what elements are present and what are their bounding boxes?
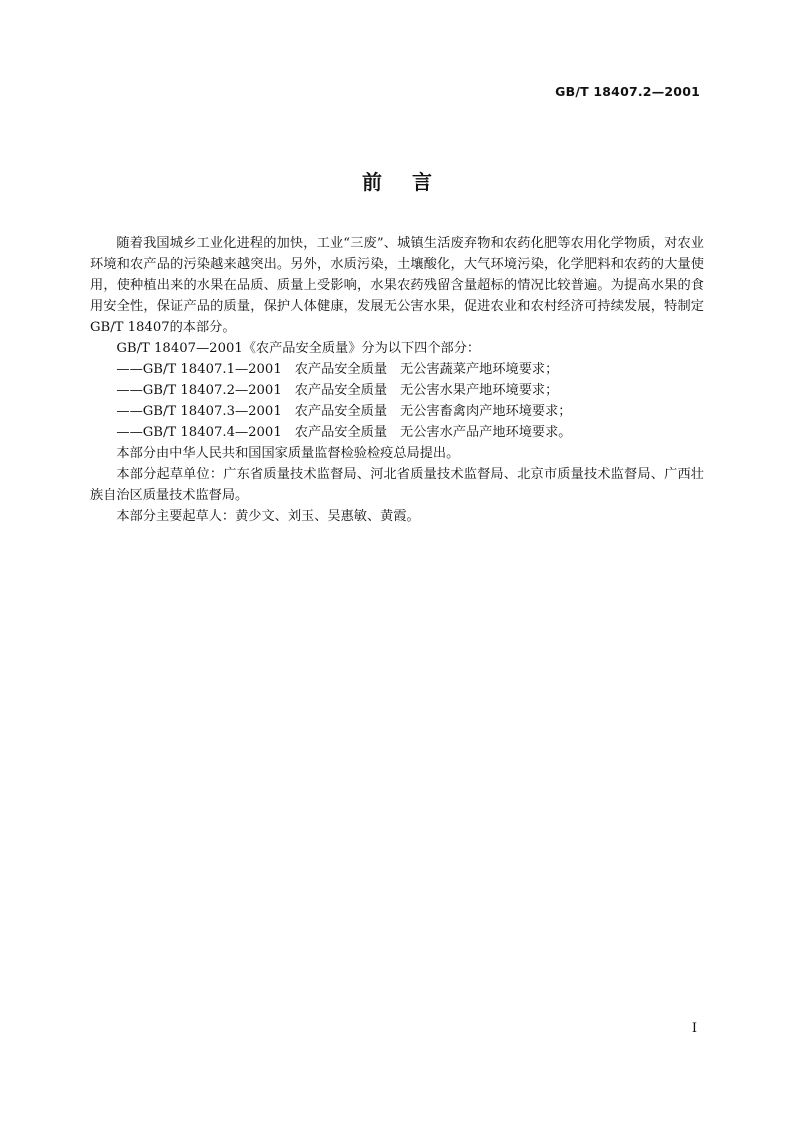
part-category: 农产品安全质量 — [294, 404, 388, 419]
proposer-paragraph: 本部分由中华人民共和国国家质量监督检验检疫总局提出。 — [116, 446, 460, 461]
part-number: ——GB/T 18407.4—2001 — [116, 425, 282, 440]
part-name: 无公害畜禽肉产地环境要求； — [400, 404, 572, 419]
part-name: 无公害蔬菜产地环境要求； — [400, 362, 559, 377]
standard-number: GB/T 18407.2—2001 — [555, 84, 700, 99]
part-item-1 — [90, 359, 704, 380]
part-item-3 — [90, 401, 704, 422]
part-name: 无公害水产品产地环境要求。 — [400, 425, 572, 440]
part-category: 农产品安全质量 — [294, 425, 388, 440]
drafting-units-paragraph: 本部分起草单位：广东省质量技术监督局、河北省质量技术监督局、北京市质量技术监督局、广西壮族自治区质量技术监督局。 — [90, 467, 704, 503]
foreword-body — [90, 233, 704, 527]
page-title: 前言 — [362, 170, 462, 194]
part-category: 农产品安全质量 — [294, 383, 388, 398]
part-number: ——GB/T 18407.3—2001 — [116, 404, 282, 419]
part-category: 农产品安全质量 — [294, 362, 388, 377]
part-number: ——GB/T 18407.2—2001 — [116, 383, 282, 398]
part-item-2 — [90, 380, 704, 401]
intro-paragraph: 随着我国城乡工业化进程的加快，工业“三废”、城镇生活废弃物和农药化肥等农用化学物质，对农业环境和农产品的污染越来越突出。另外，水质污染，土壤酸化，大气环境污染，化学肥料和农药的大量使用，使种植出来的水果在品质、质量上受影响，水果农药残留含量超标的情况比较普遍。为提高水果的食用安全性，保证产品的质量，保护人体健康，发展无公害水果，促进农业和农村经济可持续发展，特制定GB/T 18407的本部分。 — [90, 236, 704, 335]
drafters-paragraph: 本部分主要起草人：黄少文、刘玉、吴惠敏、黄霞。 — [116, 509, 420, 524]
part-item-4 — [90, 422, 704, 443]
part-name: 无公害水果产地环境要求； — [400, 383, 559, 398]
parts-intro: GB/T 18407—2001《农产品安全质量》分为以下四个部分： — [116, 341, 481, 356]
part-number: ——GB/T 18407.1—2001 — [116, 362, 282, 377]
page-number: I — [691, 1021, 697, 1036]
